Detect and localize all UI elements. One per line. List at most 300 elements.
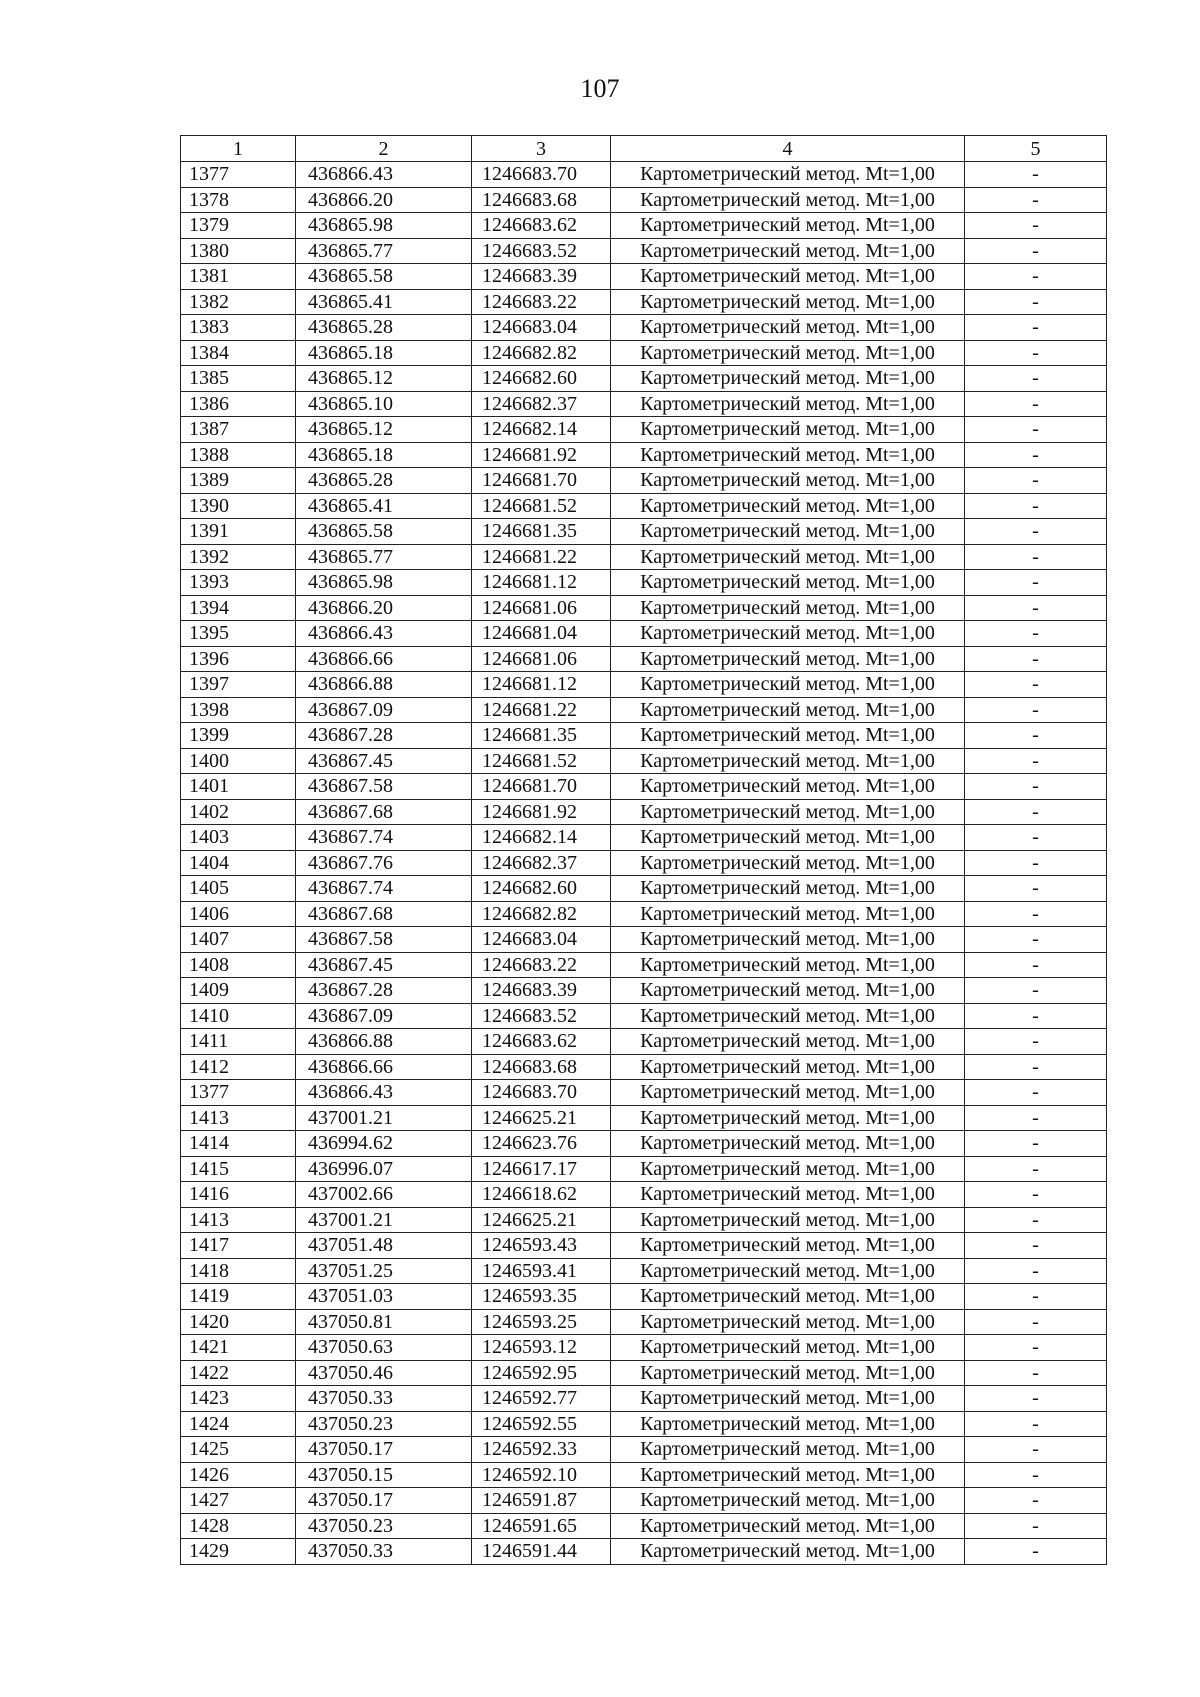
note-cell: -	[965, 1182, 1107, 1208]
y-coordinate-cell: 1246681.70	[472, 468, 611, 494]
note-cell: -	[965, 442, 1107, 468]
y-coordinate-cell: 1246623.76	[472, 1131, 611, 1157]
note-cell: -	[965, 876, 1107, 902]
x-coordinate-cell: 437002.66	[296, 1182, 472, 1208]
table-row	[181, 187, 1107, 213]
note-cell: -	[965, 289, 1107, 315]
point-number-cell: 1405	[181, 876, 296, 902]
method-cell: Картометрический метод. Mt=1,00	[611, 595, 965, 621]
point-number-cell: 1406	[181, 901, 296, 927]
method-cell: Картометрический метод. Mt=1,00	[611, 748, 965, 774]
note-cell: -	[965, 417, 1107, 443]
note-cell: -	[965, 162, 1107, 188]
table-row	[181, 1105, 1107, 1131]
x-coordinate-cell: 436867.68	[296, 901, 472, 927]
x-coordinate-cell: 436867.09	[296, 697, 472, 723]
method-cell: Картометрический метод. Mt=1,00	[611, 927, 965, 953]
table-row	[181, 340, 1107, 366]
x-coordinate-cell: 436867.09	[296, 1003, 472, 1029]
note-cell: -	[965, 1156, 1107, 1182]
note-cell: -	[965, 595, 1107, 621]
method-cell: Картометрический метод. Mt=1,00	[611, 417, 965, 443]
point-number-cell: 1398	[181, 697, 296, 723]
method-cell: Картометрический метод. Mt=1,00	[611, 1335, 965, 1361]
table-row	[181, 978, 1107, 1004]
point-number-cell: 1381	[181, 264, 296, 290]
method-cell: Картометрический метод. Mt=1,00	[611, 544, 965, 570]
y-coordinate-cell: 1246683.04	[472, 927, 611, 953]
note-cell: -	[965, 1105, 1107, 1131]
y-coordinate-cell: 1246681.35	[472, 723, 611, 749]
x-coordinate-cell: 436865.18	[296, 340, 472, 366]
table-row	[181, 774, 1107, 800]
table-row	[181, 1462, 1107, 1488]
y-coordinate-cell: 1246618.62	[472, 1182, 611, 1208]
method-cell: Картометрический метод. Mt=1,00	[611, 1360, 965, 1386]
x-coordinate-cell: 436867.68	[296, 799, 472, 825]
table-row	[181, 1156, 1107, 1182]
method-cell: Картометрический метод. Mt=1,00	[611, 391, 965, 417]
method-cell: Картометрический метод. Mt=1,00	[611, 264, 965, 290]
method-cell: Картометрический метод. Mt=1,00	[611, 1233, 965, 1259]
x-coordinate-cell: 436865.41	[296, 493, 472, 519]
x-coordinate-cell: 436866.43	[296, 621, 472, 647]
x-coordinate-cell: 437050.46	[296, 1360, 472, 1386]
table-row	[181, 391, 1107, 417]
note-cell: -	[965, 850, 1107, 876]
method-cell: Картометрический метод. Mt=1,00	[611, 799, 965, 825]
y-coordinate-cell: 1246683.62	[472, 213, 611, 239]
table-row	[181, 1003, 1107, 1029]
table-row	[181, 1284, 1107, 1310]
point-number-cell: 1383	[181, 315, 296, 341]
y-coordinate-cell: 1246682.60	[472, 876, 611, 902]
x-coordinate-cell: 436867.28	[296, 723, 472, 749]
note-cell: -	[965, 901, 1107, 927]
method-cell: Картометрический метод. Mt=1,00	[611, 723, 965, 749]
method-cell: Картометрический метод. Mt=1,00	[611, 825, 965, 851]
x-coordinate-cell: 437051.03	[296, 1284, 472, 1310]
note-cell: -	[965, 927, 1107, 953]
table-row	[181, 901, 1107, 927]
method-cell: Картометрический метод. Mt=1,00	[611, 672, 965, 698]
note-cell: -	[965, 570, 1107, 596]
y-coordinate-cell: 1246681.52	[472, 748, 611, 774]
point-number-cell: 1414	[181, 1131, 296, 1157]
x-coordinate-cell: 436866.88	[296, 1029, 472, 1055]
point-number-cell: 1413	[181, 1207, 296, 1233]
point-number-cell: 1387	[181, 417, 296, 443]
note-cell: -	[965, 825, 1107, 851]
method-cell: Картометрический метод. Mt=1,00	[611, 697, 965, 723]
table-row	[181, 1513, 1107, 1539]
table-row	[181, 417, 1107, 443]
method-cell: Картометрический метод. Mt=1,00	[611, 1539, 965, 1565]
point-number-cell: 1424	[181, 1411, 296, 1437]
x-coordinate-cell: 436865.58	[296, 519, 472, 545]
x-coordinate-cell: 437050.33	[296, 1539, 472, 1565]
y-coordinate-cell: 1246593.12	[472, 1335, 611, 1361]
y-coordinate-cell: 1246683.39	[472, 978, 611, 1004]
x-coordinate-cell: 436866.43	[296, 1080, 472, 1106]
note-cell: -	[965, 1054, 1107, 1080]
x-coordinate-cell: 436867.45	[296, 748, 472, 774]
method-cell: Картометрический метод. Mt=1,00	[611, 1462, 965, 1488]
x-coordinate-cell: 437050.33	[296, 1386, 472, 1412]
x-coordinate-cell: 437051.25	[296, 1258, 472, 1284]
x-coordinate-cell: 437050.63	[296, 1335, 472, 1361]
table-row	[181, 493, 1107, 519]
method-cell: Картометрический метод. Mt=1,00	[611, 1131, 965, 1157]
y-coordinate-cell: 1246681.12	[472, 672, 611, 698]
method-cell: Картометрический метод. Mt=1,00	[611, 621, 965, 647]
point-number-cell: 1394	[181, 595, 296, 621]
method-cell: Картометрический метод. Mt=1,00	[611, 1080, 965, 1106]
column-header-3: 3	[472, 136, 611, 162]
note-cell: -	[965, 723, 1107, 749]
note-cell: -	[965, 391, 1107, 417]
x-coordinate-cell: 437050.17	[296, 1437, 472, 1463]
x-coordinate-cell: 437050.17	[296, 1488, 472, 1514]
method-cell: Картометрический метод. Mt=1,00	[611, 340, 965, 366]
table-row	[181, 1386, 1107, 1412]
table-row	[181, 366, 1107, 392]
note-cell: -	[965, 748, 1107, 774]
note-cell: -	[965, 315, 1107, 341]
y-coordinate-cell: 1246682.14	[472, 825, 611, 851]
x-coordinate-cell: 436866.66	[296, 646, 472, 672]
method-cell: Картометрический метод. Mt=1,00	[611, 315, 965, 341]
method-cell: Картометрический метод. Mt=1,00	[611, 187, 965, 213]
y-coordinate-cell: 1246681.92	[472, 799, 611, 825]
table-row	[181, 646, 1107, 672]
point-number-cell: 1418	[181, 1258, 296, 1284]
note-cell: -	[965, 1488, 1107, 1514]
y-coordinate-cell: 1246683.70	[472, 1080, 611, 1106]
point-number-cell: 1422	[181, 1360, 296, 1386]
point-number-cell: 1411	[181, 1029, 296, 1055]
point-number-cell: 1388	[181, 442, 296, 468]
x-coordinate-cell: 436867.74	[296, 876, 472, 902]
note-cell: -	[965, 468, 1107, 494]
table-row	[181, 1182, 1107, 1208]
table-row	[181, 1080, 1107, 1106]
method-cell: Картометрический метод. Mt=1,00	[611, 1488, 965, 1514]
method-cell: Картометрический метод. Mt=1,00	[611, 1411, 965, 1437]
table-row	[181, 1437, 1107, 1463]
y-coordinate-cell: 1246681.35	[472, 519, 611, 545]
x-coordinate-cell: 436867.58	[296, 774, 472, 800]
y-coordinate-cell: 1246683.68	[472, 187, 611, 213]
x-coordinate-cell: 436867.76	[296, 850, 472, 876]
y-coordinate-cell: 1246681.52	[472, 493, 611, 519]
y-coordinate-cell: 1246683.22	[472, 952, 611, 978]
point-number-cell: 1389	[181, 468, 296, 494]
table-row	[181, 876, 1107, 902]
method-cell: Картометрический метод. Mt=1,00	[611, 1029, 965, 1055]
note-cell: -	[965, 799, 1107, 825]
note-cell: -	[965, 1462, 1107, 1488]
x-coordinate-cell: 436867.45	[296, 952, 472, 978]
point-number-cell: 1378	[181, 187, 296, 213]
x-coordinate-cell: 436994.62	[296, 1131, 472, 1157]
y-coordinate-cell: 1246682.14	[472, 417, 611, 443]
y-coordinate-cell: 1246682.37	[472, 850, 611, 876]
method-cell: Картометрический метод. Mt=1,00	[611, 1207, 965, 1233]
x-coordinate-cell: 436865.41	[296, 289, 472, 315]
method-cell: Картометрический метод. Mt=1,00	[611, 162, 965, 188]
table-row	[181, 1233, 1107, 1259]
x-coordinate-cell: 436866.20	[296, 595, 472, 621]
y-coordinate-cell: 1246681.70	[472, 774, 611, 800]
x-coordinate-cell: 436865.18	[296, 442, 472, 468]
table-row	[181, 213, 1107, 239]
table-row	[181, 672, 1107, 698]
method-cell: Картометрический метод. Mt=1,00	[611, 570, 965, 596]
x-coordinate-cell: 437050.15	[296, 1462, 472, 1488]
y-coordinate-cell: 1246683.68	[472, 1054, 611, 1080]
y-coordinate-cell: 1246592.33	[472, 1437, 611, 1463]
x-coordinate-cell: 436865.12	[296, 366, 472, 392]
point-number-cell: 1385	[181, 366, 296, 392]
note-cell: -	[965, 366, 1107, 392]
table-row	[181, 442, 1107, 468]
point-number-cell: 1423	[181, 1386, 296, 1412]
note-cell: -	[965, 1258, 1107, 1284]
note-cell: -	[965, 1411, 1107, 1437]
method-cell: Картометрический метод. Mt=1,00	[611, 468, 965, 494]
y-coordinate-cell: 1246682.37	[472, 391, 611, 417]
point-number-cell: 1429	[181, 1539, 296, 1565]
x-coordinate-cell: 436867.28	[296, 978, 472, 1004]
table-row	[181, 595, 1107, 621]
point-number-cell: 1396	[181, 646, 296, 672]
point-number-cell: 1402	[181, 799, 296, 825]
method-cell: Картометрический метод. Mt=1,00	[611, 289, 965, 315]
point-number-cell: 1425	[181, 1437, 296, 1463]
point-number-cell: 1412	[181, 1054, 296, 1080]
x-coordinate-cell: 437050.23	[296, 1411, 472, 1437]
y-coordinate-cell: 1246617.17	[472, 1156, 611, 1182]
y-coordinate-cell: 1246592.55	[472, 1411, 611, 1437]
note-cell: -	[965, 238, 1107, 264]
method-cell: Картометрический метод. Mt=1,00	[611, 952, 965, 978]
method-cell: Картометрический метод. Mt=1,00	[611, 1284, 965, 1310]
table-row	[181, 315, 1107, 341]
table-row	[181, 723, 1107, 749]
y-coordinate-cell: 1246681.92	[472, 442, 611, 468]
table-row	[181, 1131, 1107, 1157]
point-number-cell: 1416	[181, 1182, 296, 1208]
method-cell: Картометрический метод. Mt=1,00	[611, 978, 965, 1004]
method-cell: Картометрический метод. Mt=1,00	[611, 646, 965, 672]
y-coordinate-cell: 1246683.70	[472, 162, 611, 188]
x-coordinate-cell: 437050.81	[296, 1309, 472, 1335]
method-cell: Картометрический метод. Mt=1,00	[611, 1156, 965, 1182]
method-cell: Картометрический метод. Mt=1,00	[611, 1105, 965, 1131]
point-number-cell: 1395	[181, 621, 296, 647]
y-coordinate-cell: 1246683.52	[472, 1003, 611, 1029]
y-coordinate-cell: 1246591.44	[472, 1539, 611, 1565]
point-number-cell: 1377	[181, 162, 296, 188]
point-number-cell: 1400	[181, 748, 296, 774]
method-cell: Картометрический метод. Mt=1,00	[611, 442, 965, 468]
note-cell: -	[965, 1029, 1107, 1055]
table-row	[181, 1258, 1107, 1284]
point-number-cell: 1393	[181, 570, 296, 596]
y-coordinate-cell: 1246593.35	[472, 1284, 611, 1310]
point-number-cell: 1419	[181, 1284, 296, 1310]
y-coordinate-cell: 1246683.39	[472, 264, 611, 290]
point-number-cell: 1392	[181, 544, 296, 570]
table-row	[181, 1309, 1107, 1335]
point-number-cell: 1409	[181, 978, 296, 1004]
note-cell: -	[965, 697, 1107, 723]
x-coordinate-cell: 436865.58	[296, 264, 472, 290]
point-number-cell: 1421	[181, 1335, 296, 1361]
note-cell: -	[965, 1335, 1107, 1361]
y-coordinate-cell: 1246682.82	[472, 901, 611, 927]
x-coordinate-cell: 436865.10	[296, 391, 472, 417]
y-coordinate-cell: 1246681.12	[472, 570, 611, 596]
point-number-cell: 1401	[181, 774, 296, 800]
point-number-cell: 1379	[181, 213, 296, 239]
y-coordinate-cell: 1246591.87	[472, 1488, 611, 1514]
point-number-cell: 1415	[181, 1156, 296, 1182]
x-coordinate-cell: 436865.12	[296, 417, 472, 443]
point-number-cell: 1427	[181, 1488, 296, 1514]
note-cell: -	[965, 264, 1107, 290]
y-coordinate-cell: 1246592.10	[472, 1462, 611, 1488]
method-cell: Картометрический метод. Mt=1,00	[611, 1258, 965, 1284]
method-cell: Картометрический метод. Mt=1,00	[611, 238, 965, 264]
x-coordinate-cell: 436865.77	[296, 238, 472, 264]
method-cell: Картометрический метод. Mt=1,00	[611, 876, 965, 902]
method-cell: Картометрический метод. Mt=1,00	[611, 493, 965, 519]
note-cell: -	[965, 1386, 1107, 1412]
method-cell: Картометрический метод. Mt=1,00	[611, 1513, 965, 1539]
table-body	[181, 162, 1107, 1565]
point-number-cell: 1382	[181, 289, 296, 315]
x-coordinate-cell: 436866.43	[296, 162, 472, 188]
y-coordinate-cell: 1246681.22	[472, 697, 611, 723]
x-coordinate-cell: 436866.66	[296, 1054, 472, 1080]
table-row	[181, 952, 1107, 978]
table-row	[181, 570, 1107, 596]
y-coordinate-cell: 1246682.82	[472, 340, 611, 366]
point-number-cell: 1408	[181, 952, 296, 978]
table-row	[181, 289, 1107, 315]
note-cell: -	[965, 213, 1107, 239]
table-row	[181, 264, 1107, 290]
y-coordinate-cell: 1246682.60	[472, 366, 611, 392]
note-cell: -	[965, 493, 1107, 519]
x-coordinate-cell: 436865.98	[296, 570, 472, 596]
point-number-cell: 1403	[181, 825, 296, 851]
point-number-cell: 1407	[181, 927, 296, 953]
note-cell: -	[965, 544, 1107, 570]
table-row	[181, 621, 1107, 647]
coordinates-table	[180, 135, 1107, 1565]
point-number-cell: 1386	[181, 391, 296, 417]
method-cell: Картометрический метод. Mt=1,00	[611, 1054, 965, 1080]
y-coordinate-cell: 1246592.95	[472, 1360, 611, 1386]
point-number-cell: 1404	[181, 850, 296, 876]
x-coordinate-cell: 436865.98	[296, 213, 472, 239]
y-coordinate-cell: 1246592.77	[472, 1386, 611, 1412]
point-number-cell: 1391	[181, 519, 296, 545]
column-header-1: 1	[181, 136, 296, 162]
y-coordinate-cell: 1246681.22	[472, 544, 611, 570]
x-coordinate-cell: 436996.07	[296, 1156, 472, 1182]
method-cell: Картометрический метод. Mt=1,00	[611, 1182, 965, 1208]
x-coordinate-cell: 437001.21	[296, 1207, 472, 1233]
note-cell: -	[965, 340, 1107, 366]
table-row	[181, 544, 1107, 570]
column-header-4: 4	[611, 136, 965, 162]
point-number-cell: 1384	[181, 340, 296, 366]
table-row	[181, 1335, 1107, 1361]
point-number-cell: 1397	[181, 672, 296, 698]
point-number-cell: 1417	[181, 1233, 296, 1259]
table-row	[181, 1054, 1107, 1080]
note-cell: -	[965, 952, 1107, 978]
table-row	[181, 825, 1107, 851]
table-row	[181, 519, 1107, 545]
note-cell: -	[965, 1003, 1107, 1029]
x-coordinate-cell: 436865.28	[296, 468, 472, 494]
note-cell: -	[965, 1513, 1107, 1539]
table-row	[181, 1207, 1107, 1233]
note-cell: -	[965, 978, 1107, 1004]
y-coordinate-cell: 1246681.04	[472, 621, 611, 647]
point-number-cell: 1426	[181, 1462, 296, 1488]
note-cell: -	[965, 1360, 1107, 1386]
note-cell: -	[965, 1309, 1107, 1335]
table-row	[181, 1411, 1107, 1437]
point-number-cell: 1377	[181, 1080, 296, 1106]
y-coordinate-cell: 1246683.62	[472, 1029, 611, 1055]
table-row	[181, 850, 1107, 876]
x-coordinate-cell: 436865.77	[296, 544, 472, 570]
x-coordinate-cell: 437050.23	[296, 1513, 472, 1539]
method-cell: Картометрический метод. Mt=1,00	[611, 213, 965, 239]
column-header-5: 5	[965, 136, 1107, 162]
y-coordinate-cell: 1246681.06	[472, 646, 611, 672]
method-cell: Картометрический метод. Mt=1,00	[611, 774, 965, 800]
method-cell: Картометрический метод. Mt=1,00	[611, 1386, 965, 1412]
note-cell: -	[965, 1437, 1107, 1463]
table-row	[181, 748, 1107, 774]
note-cell: -	[965, 1539, 1107, 1565]
note-cell: -	[965, 621, 1107, 647]
x-coordinate-cell: 436867.58	[296, 927, 472, 953]
y-coordinate-cell: 1246593.43	[472, 1233, 611, 1259]
x-coordinate-cell: 437051.48	[296, 1233, 472, 1259]
x-coordinate-cell: 436866.88	[296, 672, 472, 698]
note-cell: -	[965, 774, 1107, 800]
note-cell: -	[965, 646, 1107, 672]
note-cell: -	[965, 1080, 1107, 1106]
point-number-cell: 1380	[181, 238, 296, 264]
table-row	[181, 697, 1107, 723]
note-cell: -	[965, 672, 1107, 698]
point-number-cell: 1390	[181, 493, 296, 519]
y-coordinate-cell: 1246593.41	[472, 1258, 611, 1284]
table-row	[181, 799, 1107, 825]
table-row	[181, 238, 1107, 264]
method-cell: Картометрический метод. Mt=1,00	[611, 366, 965, 392]
